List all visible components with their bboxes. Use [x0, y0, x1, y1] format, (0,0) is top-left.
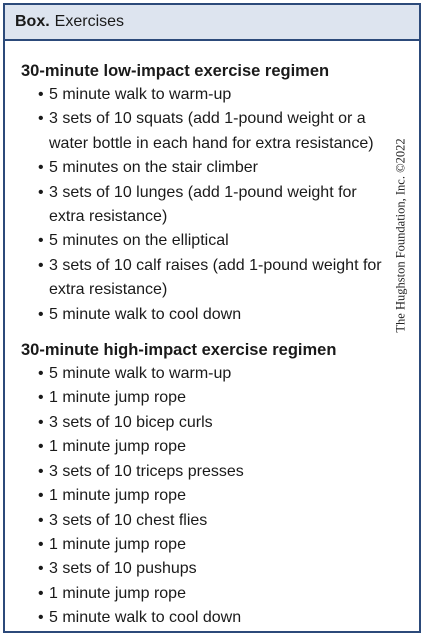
item-text: 1 minute jump rope: [49, 438, 186, 456]
item-text: 5 minute walk to warm-up: [49, 86, 232, 103]
box-title: Exercises: [54, 13, 125, 30]
bullet-icon: •: [38, 86, 44, 103]
list-item: [21, 509, 391, 533]
list-item: [21, 533, 391, 557]
list-item: [21, 181, 391, 230]
item-text: 5 minutes on the elliptical: [49, 232, 229, 250]
list-item: [21, 156, 391, 180]
copyright-credit: [393, 137, 409, 333]
item-text: 3 sets of 10 chest flies: [49, 511, 208, 529]
item-text: 5 minutes on the stair climber: [49, 159, 258, 177]
section-title-high-impact: 30-minute high-impact exercise regimen: [21, 341, 337, 360]
list-item: [21, 460, 391, 484]
bullet-icon: •: [38, 110, 44, 128]
list-item: [21, 557, 391, 581]
box-header: [5, 5, 419, 41]
item-text: 3 sets of 10 bicep curls: [49, 413, 213, 431]
list-item: [21, 484, 391, 508]
item-text: 5 minute walk to cool down: [49, 609, 242, 627]
bullet-icon: •: [38, 365, 44, 383]
list-item: [21, 411, 391, 435]
exercise-list-low-impact: [21, 83, 391, 327]
bullet-icon: •: [38, 511, 44, 529]
item-text: 5 minute walk to warm-up: [49, 365, 232, 383]
list-item: [21, 254, 391, 303]
item-text: 1 minute jump rope: [49, 535, 186, 553]
exercise-list-high-impact: [21, 362, 391, 630]
exercise-box: [3, 3, 421, 633]
item-text: 3 sets of 10 triceps presses: [49, 462, 244, 480]
list-item: [21, 582, 391, 606]
bullet-icon: •: [38, 413, 44, 431]
bullet-icon: •: [38, 535, 44, 553]
list-item: [21, 386, 391, 410]
list-item: [21, 83, 391, 107]
bullet-icon: •: [38, 232, 44, 250]
list-item: [21, 107, 391, 156]
bullet-icon: •: [38, 609, 44, 627]
list-item: [21, 229, 391, 253]
box-label: Box.: [15, 13, 50, 30]
box-content: [21, 59, 391, 631]
bullet-icon: •: [38, 487, 44, 505]
list-item: [21, 606, 391, 630]
credit-text: The Hughston Foundation, Inc. ©2022: [393, 137, 408, 333]
item-text: 3 sets of 10 calf raises (add 1-pound weight for extra resistance): [49, 256, 382, 299]
bullet-icon: •: [38, 183, 44, 201]
item-text: 1 minute jump rope: [49, 487, 186, 505]
item-text: 1 minute jump rope: [49, 584, 186, 602]
bullet-icon: •: [38, 462, 44, 480]
bullet-icon: •: [38, 438, 44, 456]
item-text: 5 minute walk to cool down: [49, 305, 242, 323]
item-text: 3 sets of 10 squats (add 1-pound weight or a water bottle in each hand for extra resistance): [49, 110, 374, 152]
item-text: 3 sets of 10 lunges (add 1-pound weight for extra resistance): [49, 183, 357, 226]
list-item: [21, 435, 391, 459]
list-item: [21, 362, 391, 386]
bullet-icon: •: [38, 389, 44, 407]
bullet-icon: •: [38, 584, 44, 602]
bullet-icon: •: [38, 256, 44, 274]
bullet-icon: •: [38, 305, 44, 323]
section-title-low-impact: 30-minute low-impact exercise regimen: [21, 62, 330, 80]
bullet-icon: •: [38, 159, 44, 177]
list-item: [21, 303, 391, 327]
bullet-icon: •: [38, 560, 44, 578]
item-text: 3 sets of 10 pushups: [49, 560, 197, 578]
item-text: 1 minute jump rope: [49, 389, 186, 407]
